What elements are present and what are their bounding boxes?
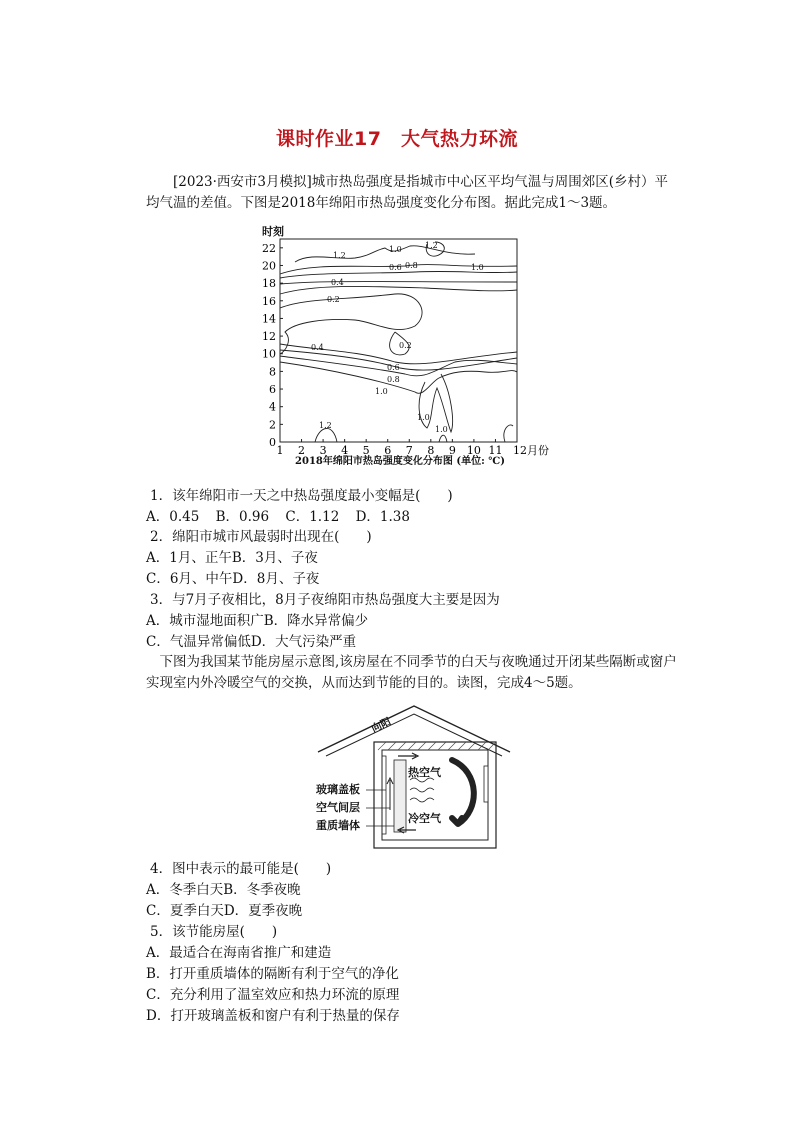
- contour-labels: [311, 241, 484, 434]
- x-tick-label: 9: [448, 444, 456, 457]
- sun-label: 向阳: [369, 716, 393, 736]
- heat-waves-icon: [410, 778, 434, 802]
- x-tick-label: 7: [405, 444, 413, 457]
- y-tick-label: 14: [262, 312, 276, 326]
- question-1-options: [146, 507, 422, 527]
- x-tick-label: 5: [362, 444, 370, 457]
- q4-options-2[interactable]: C．夏季白天D．夏季夜晚: [146, 903, 303, 919]
- contour-label: 1.0: [389, 245, 402, 254]
- x-tick-label: 4: [341, 444, 349, 457]
- heavy-wall-label: 重质墙体: [316, 819, 360, 832]
- air-layer-label: 空气间层: [316, 801, 360, 814]
- y-tick-label: 12: [262, 330, 276, 344]
- question-3: 3．与7月子夜相比，8月子夜绵阳市热岛强度大主要是因为: [150, 592, 500, 608]
- contour-label: 0.4: [331, 278, 344, 287]
- q5-option-b[interactable]: B．打开重质墙体的隔断有利于空气的净化: [146, 966, 399, 982]
- contour-line: [280, 271, 517, 278]
- q1-option-d[interactable]: D．1.38: [355, 509, 410, 525]
- q1-option-b[interactable]: B．0.96: [215, 509, 270, 525]
- page-title: 课时作业17 大气热力环流: [276, 128, 518, 150]
- intro-paragraph-1: [2023·西安市3月模拟]城市热岛强度是指城市中心区平均气温与周围郊区(乡村）平均气温的差值。下图是2018年绵阳市热岛强度变化分布图。据此完成1～3题。: [146, 174, 669, 211]
- contour-line: [280, 282, 517, 285]
- heat-island-chart: [255, 222, 549, 472]
- q2-options-2[interactable]: C．6月、中午D．8月、子夜: [146, 571, 320, 587]
- question-1: 1．该年绵阳市一天之中热岛强度最小变幅是( ): [150, 488, 453, 504]
- contour-label: 1.2: [425, 241, 438, 250]
- ceiling-hatch: [378, 742, 495, 750]
- q2-options-1[interactable]: A．1月、正午B．3月、子夜: [146, 550, 318, 566]
- y-tick-label: 18: [262, 277, 276, 291]
- contour-label: 0.6: [389, 263, 402, 272]
- hot-air-arrow-icon: [398, 753, 418, 759]
- q5-option-c[interactable]: C．充分利用了温室效应和热力环流的原理: [146, 987, 400, 1003]
- contour-label: 1.0: [375, 387, 388, 396]
- contour-line: [439, 435, 447, 442]
- contour-line: [315, 428, 337, 442]
- x-tick-label: 6: [384, 444, 392, 457]
- question-4: 4．图中表示的最可能是( ): [150, 861, 332, 877]
- x-tick-label: 8: [427, 444, 435, 457]
- contour-label: 1.0: [471, 263, 484, 272]
- question-2: 2．绵阳市城市风最弱时出现在( ): [150, 529, 372, 545]
- y-tick-label: 0: [269, 436, 276, 449]
- y-axis-label: 时刻: [262, 225, 284, 238]
- x-tick-label: 11: [488, 444, 503, 457]
- q5-option-d[interactable]: D．打开玻璃盖板和窗户有利于热量的保存: [146, 1008, 400, 1024]
- contour-label: 1.0: [435, 425, 448, 434]
- x-tick-label: 1: [276, 444, 284, 457]
- y-tick-label: 2: [269, 418, 276, 432]
- q4-options-1[interactable]: A．冬季白天B．冬季夜晚: [146, 882, 301, 898]
- chart-title: 2018年绵阳市热岛强度变化分布图 (单位: ℃): [295, 456, 505, 467]
- contour-line: [280, 286, 517, 294]
- glass-cover-label: 玻璃盖板: [316, 783, 360, 796]
- cold-air-label: 冷空气: [408, 812, 441, 825]
- question-5: 5．该节能房屋( ): [150, 924, 278, 940]
- contour-label: 1.0: [417, 413, 430, 422]
- y-tick-label: 22: [262, 241, 276, 255]
- x-tick-label: 2: [298, 444, 306, 457]
- q5-option-a[interactable]: A．最适合在海南省推广和建造: [146, 945, 332, 961]
- q3-options-2[interactable]: C．气温异常偏低D．大气污染严重: [146, 634, 357, 650]
- y-tick-label: 10: [262, 347, 276, 361]
- label-pointers: [366, 786, 396, 830]
- roof: [318, 706, 510, 752]
- x-tick-label: 3: [319, 444, 327, 457]
- circulation-arrow-icon: [452, 760, 474, 824]
- contour-line: [504, 425, 513, 442]
- y-tick-label: 16: [262, 294, 276, 308]
- contour-label: 1.2: [333, 251, 346, 260]
- contour-label: 0.4: [311, 343, 324, 352]
- q1-option-c[interactable]: C．1.12: [285, 509, 340, 525]
- y-tick-label: 4: [269, 400, 276, 414]
- intro-paragraph-2: 下图为我国某节能房屋示意图,该房屋在不同季节的白天与夜晚通过开闭某些隔断或窗户实现室内外冷暖空气的交换，从而达到节能的目的。读图，完成4～5题。: [146, 654, 677, 691]
- contour-line: [419, 374, 452, 432]
- contour-label: 0.6: [387, 363, 400, 372]
- y-tick-label: 20: [262, 259, 276, 273]
- x-tick-label: 10: [466, 444, 481, 457]
- q1-option-a[interactable]: A．0.45: [146, 509, 200, 525]
- contour-label: 0.8: [405, 261, 418, 270]
- y-tick-label: 6: [269, 383, 276, 397]
- contour-label: 0.2: [399, 341, 412, 350]
- window: [484, 766, 488, 802]
- y-tick-label: 8: [269, 365, 276, 379]
- q3-options-1[interactable]: A．城市湿地面积广B．降水异常偏少: [146, 613, 369, 629]
- x-tick-label: 12月份: [513, 444, 549, 457]
- contour-line: [295, 246, 475, 262]
- contour-label: 0.8: [387, 375, 400, 384]
- contour-label: 0.2: [327, 295, 340, 304]
- contour-label: 1.2: [319, 421, 332, 430]
- hot-air-label: 热空气: [408, 766, 441, 779]
